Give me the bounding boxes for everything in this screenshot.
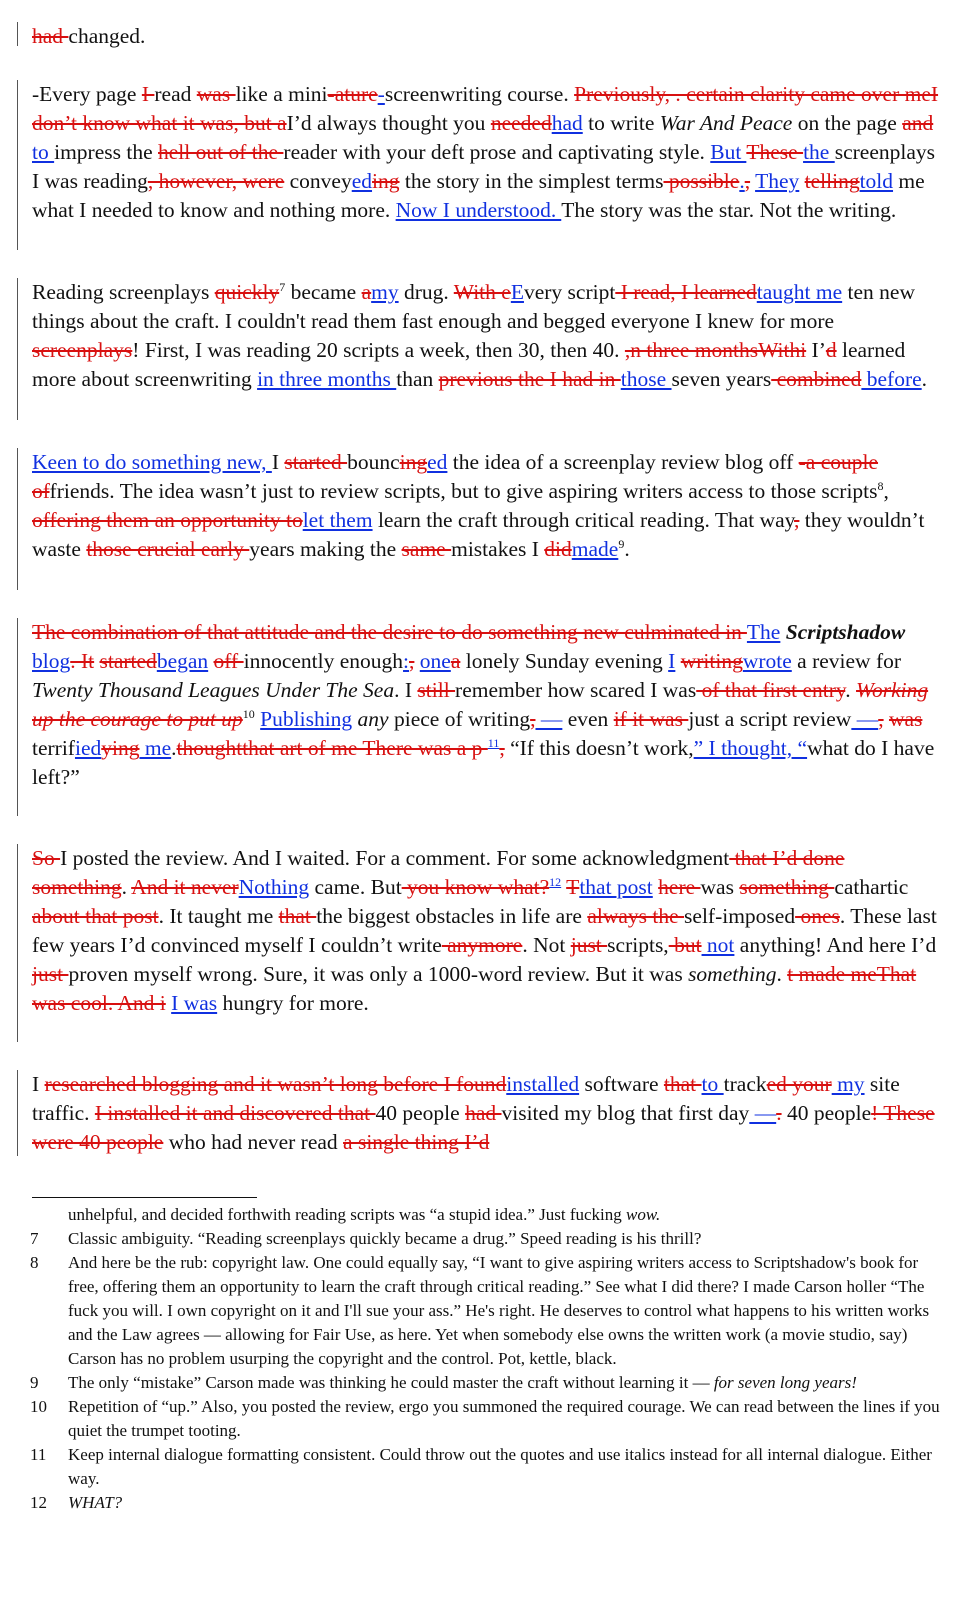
text-run: proven myself wrong. Sure, it was only a 1000-word review. But it was	[68, 962, 689, 986]
paragraph	[32, 22, 942, 51]
text-run: ten new things about the craft. I couldn't read them fast enough and begged everyone I knew for more	[32, 280, 915, 333]
text-run: ,	[883, 479, 889, 503]
text-run: “If this doesn’t work,	[504, 736, 694, 760]
insertion: those	[620, 367, 672, 391]
paragraph	[32, 80, 942, 225]
deletion: started	[284, 450, 348, 474]
change-bar	[17, 1070, 18, 1156]
footnote-text	[68, 1443, 945, 1491]
insertion: :	[403, 649, 410, 673]
text-run: I	[271, 450, 285, 474]
footnote-number: 11	[30, 1445, 47, 1464]
insertion: began	[156, 649, 209, 673]
deletion: So	[32, 846, 61, 870]
text-run: And here be the rub: copyright law. One could equally say, “I want to give aspiring writers access to Scriptshadow's book for free, offering them an opportunity to learn the craft through critical reading.” See what I did there? I made Carson holler “The fuck you will. I own copyright on it and I'll sue your ass.” He's right. He deserves to control what happens to his written works and the Law agrees — allowing for Fair Use, as here. Yet when somebody else owns the written work (a movie studio, say) Carson has no problem usurping the copyright and the control. Pot, kettle, black.	[68, 1253, 930, 1368]
text-run: who had never read	[163, 1130, 344, 1154]
text-run: the story in the simplest terms	[399, 169, 664, 193]
insertion: I was	[171, 991, 218, 1015]
paragraph	[32, 278, 942, 394]
text-run: scripts,	[607, 933, 669, 957]
deletion: thoughtthat art of me There was a p	[176, 736, 488, 760]
footnote-ref: 11	[487, 735, 500, 750]
text-run: reader with your deft prose and captivating style.	[283, 140, 711, 164]
deletion: ,	[794, 508, 800, 532]
deletion: hell out of the	[158, 140, 284, 164]
insertion: made	[571, 537, 619, 561]
insertion: blog	[32, 649, 71, 673]
text-run: terrif	[32, 736, 75, 760]
deletion: started	[99, 649, 157, 673]
insertion: I	[668, 649, 676, 673]
footnote	[30, 1251, 945, 1371]
deletion: researched blogging and it wasn’t long before I found	[44, 1072, 507, 1096]
deletion: that	[663, 1072, 702, 1096]
text-run: bounc	[347, 450, 400, 474]
text-run: .	[121, 875, 132, 899]
deletion: a single thing I’d	[343, 1130, 490, 1154]
text-run: unhelpful, and decided forthwith reading scripts was “a stupid idea.” Just fucking	[68, 1205, 627, 1224]
deletion: combined	[771, 367, 862, 391]
deletion: ,	[530, 707, 536, 731]
deletion: previous the I had in	[438, 367, 621, 391]
text-run: .	[171, 736, 177, 760]
change-bar	[17, 278, 18, 420]
text-run: became	[285, 280, 362, 304]
text-run: mistakes I	[451, 537, 545, 561]
text-run: . These last few years I’d convinced myself I couldn’t write	[32, 904, 937, 957]
footnote-number: 7	[30, 1229, 39, 1248]
footnote-text	[68, 1227, 945, 1251]
footnote-ref: 7	[279, 279, 286, 294]
insertion: ed	[351, 169, 373, 193]
deletion: I	[141, 82, 155, 106]
footnotes	[30, 1203, 945, 1515]
text-run: a review for	[791, 649, 902, 673]
deletion: writing	[680, 649, 743, 673]
text-run: drug.	[398, 280, 454, 304]
text-run: was	[700, 875, 740, 899]
insertion: —	[851, 707, 879, 731]
text-run: convey	[284, 169, 352, 193]
text-run: 40 people	[375, 1101, 466, 1125]
insertion: to	[701, 1072, 724, 1096]
insertion: —	[535, 707, 563, 731]
footnote-number: 12	[30, 1493, 47, 1512]
text-run: Reading screenplays	[32, 280, 215, 304]
bold-italic-text: Scriptshadow	[785, 620, 906, 644]
text-run: they wouldn’t waste	[32, 508, 925, 561]
text-run: .	[776, 962, 788, 986]
insertion: not	[701, 933, 735, 957]
deletion: ,n three monthsWithi	[624, 338, 807, 362]
text-run: . Not	[522, 933, 571, 957]
deletion: needed	[490, 111, 552, 135]
insertion: installed	[506, 1072, 580, 1096]
italic-text: any	[357, 707, 389, 731]
insertion: to	[32, 140, 55, 164]
footnote-number: 9	[30, 1373, 39, 1392]
insertion: They	[755, 169, 800, 193]
insertion: in three months	[257, 367, 397, 391]
text-run: remember how scared I was	[455, 678, 697, 702]
text-run: The only “mistake” Carson made was thinking he could master the craft without learning it —	[68, 1373, 714, 1392]
text-run: learned more about screenwriting	[32, 338, 906, 391]
footnote-text	[68, 1491, 945, 1515]
text-run: read	[154, 82, 197, 106]
text-run: visited my blog that first day	[501, 1101, 750, 1125]
footnote-text	[68, 1395, 945, 1443]
text-run: piece of writing	[388, 707, 531, 731]
insertion: my	[371, 280, 399, 304]
text-run: self-imposed	[684, 904, 796, 928]
text-run: to write	[582, 111, 660, 135]
change-bar	[17, 80, 18, 250]
text-run: anything! And here I’d	[734, 933, 937, 957]
text-run: I’d always thought you	[286, 111, 491, 135]
deletion: t made meThat was cool. And i	[32, 962, 917, 1015]
footnote-text	[68, 1251, 945, 1371]
text-run: 40 people	[781, 1101, 872, 1125]
text-run: seven years	[671, 367, 772, 391]
footnote-ref: 8	[877, 478, 884, 493]
text-run: me what I needed to know and nothing more.	[32, 169, 925, 222]
text-run: track	[723, 1072, 767, 1096]
deletion: just	[570, 933, 608, 957]
text-run: site traffic.	[32, 1072, 900, 1125]
italic-text: WHAT?	[68, 1493, 123, 1512]
deletion: a	[450, 649, 461, 673]
paragraph	[32, 1070, 942, 1157]
insertion: But	[710, 140, 747, 164]
footnote-text	[68, 1371, 945, 1395]
paragraph	[32, 844, 942, 1018]
text-run: . I	[394, 678, 418, 702]
footnote-ref: 12	[549, 874, 562, 889]
deletion: of that first entry	[696, 678, 846, 702]
deletion: and	[902, 111, 934, 135]
deletion: still	[417, 678, 456, 702]
deletion: was	[888, 707, 923, 731]
insertion: Now I understood.	[395, 198, 562, 222]
italic-deletion: Working up the courage to put up	[32, 678, 929, 731]
deletion: a	[361, 280, 372, 304]
deletion: T	[566, 875, 580, 899]
insertion: The	[746, 620, 781, 644]
deletion: Previously, . certain clarity came over meI don’t know what it was, but a	[32, 82, 939, 135]
deletion: had	[32, 24, 69, 48]
text-run: what do I have left?”	[32, 736, 935, 789]
deletion: always the	[587, 904, 685, 928]
deletion: did	[544, 537, 572, 561]
text-run: I’	[806, 338, 826, 362]
footnote	[30, 1491, 945, 1515]
deletion: ,	[499, 736, 505, 760]
change-bar	[17, 844, 18, 1042]
insertion: -	[377, 82, 385, 106]
italic-text: Twenty Thousand Leagues Under The Sea	[32, 678, 395, 702]
text-run: hungry for more.	[217, 991, 369, 1015]
text-run: even	[562, 707, 614, 731]
text-run: just a script review	[688, 707, 852, 731]
deletion: ,	[878, 707, 884, 731]
insertion: that post	[579, 875, 653, 899]
text-run: -Every page	[32, 82, 142, 106]
deletion: ing	[399, 450, 428, 474]
deletion: And it never	[131, 875, 239, 899]
insertion: ied	[74, 736, 102, 760]
footnote-ref: 10	[242, 706, 255, 721]
deletion: -ature	[327, 82, 378, 106]
footnote	[30, 1395, 945, 1443]
change-bar	[17, 618, 18, 816]
insertion: .	[739, 169, 745, 193]
deletion: telling	[804, 169, 860, 193]
footnote	[30, 1227, 945, 1251]
text-run: cathartic	[834, 875, 909, 899]
text-run: ! First, I was reading 20 scripts a week, then 30, then 40.	[132, 338, 625, 362]
text-run: Repetition of “up.” Also, you posted the review, ergo you summoned the required courage. We can read between the lines if you quiet the trumpet tooting.	[68, 1397, 940, 1440]
insertion: ed	[427, 450, 448, 474]
insertion: told	[859, 169, 894, 193]
italic-text: War And Peace	[659, 111, 793, 135]
insertion: Nothing	[238, 875, 310, 899]
text-run: learn the craft through critical reading. That way	[372, 508, 795, 532]
text-run: .	[624, 537, 630, 561]
insertion: before	[861, 367, 922, 391]
deletion: , however, were	[147, 169, 285, 193]
deletion: With e	[453, 280, 511, 304]
insertion: taught me	[756, 280, 843, 304]
deletion: -a couple of	[32, 450, 879, 503]
deletion: you know what?	[401, 875, 550, 899]
deletion: those crucial early	[86, 537, 250, 561]
insertion: my	[831, 1072, 865, 1096]
insertion: me	[139, 736, 172, 760]
text-run: screenwriting course.	[384, 82, 575, 106]
paragraph	[32, 618, 942, 792]
insertion: the	[803, 140, 835, 164]
text-run: innocently enough	[243, 649, 404, 673]
text-run: Classic ambiguity. “Reading screenplays quickly became a drug.” Speed reading is his thrill?	[68, 1229, 702, 1248]
italic-text: wow.	[626, 1205, 661, 1224]
deletion: just	[32, 962, 69, 986]
deletion: but	[668, 933, 702, 957]
footnote	[30, 1443, 945, 1491]
italic-text: for seven long years!	[713, 1373, 857, 1392]
deletion: about that post	[32, 904, 159, 928]
deletion: something	[739, 875, 835, 899]
deletion: here	[658, 875, 701, 899]
deletion: . It	[70, 649, 95, 673]
text-run: years making the	[249, 537, 402, 561]
insertion: one	[419, 649, 451, 673]
deletion: off	[213, 649, 244, 673]
deletion: ,	[744, 169, 751, 193]
deletion: was	[196, 82, 236, 106]
insertion: E	[510, 280, 524, 304]
footnote-ref: 9	[618, 536, 625, 551]
text-run: I posted the review. And I waited. For a comment. For some acknowledgment	[60, 846, 730, 870]
deletion: that	[278, 904, 317, 928]
insertion: had	[551, 111, 583, 135]
deletion: ying	[101, 736, 140, 760]
deletion: had	[465, 1101, 502, 1125]
change-bar	[17, 22, 18, 46]
deletion: ,	[409, 649, 415, 673]
text-run: software	[579, 1072, 664, 1096]
deletion: ones	[795, 904, 840, 928]
text-run: changed.	[68, 24, 146, 48]
deletion: that I’d done something	[32, 846, 845, 899]
deletion: ing	[372, 169, 400, 193]
text-run: like a mini	[235, 82, 328, 106]
text-run: .	[921, 367, 928, 391]
text-run: .	[845, 678, 857, 702]
deletion: if it was	[613, 707, 689, 731]
deletion: I read, I learned	[615, 280, 757, 304]
text-run: I	[32, 1072, 45, 1096]
paragraph	[32, 448, 942, 564]
text-run: Keep internal dialogue formatting consistent. Could throw out the quotes and use italics instead for all internal dialogue. Either way.	[68, 1445, 932, 1488]
footnote-number: 10	[30, 1397, 47, 1416]
deletion: same	[401, 537, 452, 561]
footnote-separator	[32, 1197, 257, 1198]
deletion: screenplays	[32, 338, 133, 362]
text-run: the biggest obstacles in life are	[316, 904, 588, 928]
text-run: friends. The idea wasn’t just to review scripts, but to give aspiring writers access to those scripts	[49, 479, 878, 503]
deletion: These	[746, 140, 804, 164]
footnote	[30, 1371, 945, 1395]
text-run: very script	[523, 280, 616, 304]
text-run: the idea of a screenplay review blog off	[447, 450, 799, 474]
footnote-number: 8	[30, 1253, 39, 1272]
text-run: lonely Sunday evening	[460, 649, 669, 673]
text-run: on the page	[792, 111, 903, 135]
text-run: came. But	[309, 875, 402, 899]
insertion: —	[749, 1101, 777, 1125]
deletion: offering them an opportunity to	[32, 508, 303, 532]
italic-text: something	[688, 962, 777, 986]
change-bar	[17, 448, 18, 590]
deletion: I installed it and discovered that	[94, 1101, 376, 1125]
deletion: ed your	[766, 1072, 832, 1096]
text-run: than	[396, 367, 439, 391]
deletion: ! These were 40 people	[32, 1101, 935, 1154]
deletion: The combination of that attitude and the desire to do something new culminated in	[32, 620, 747, 644]
footnote-text	[68, 1203, 945, 1227]
insertion: wrote	[742, 649, 792, 673]
footnote	[30, 1203, 945, 1227]
deletion: quickly	[214, 280, 280, 304]
text-run: impress the	[54, 140, 159, 164]
deletion: anymore	[441, 933, 523, 957]
deletion: d	[825, 338, 837, 362]
text-run: The story was the star. Not the writing.	[561, 198, 897, 222]
insertion: let them	[302, 508, 373, 532]
text-run: . It taught me	[158, 904, 279, 928]
insertion: ” I thought, “	[693, 736, 808, 760]
deletion: .	[776, 1101, 782, 1125]
insertion: Publishing	[260, 707, 353, 731]
text-run: screenplays I was reading	[32, 140, 936, 193]
deletion: possible	[663, 169, 740, 193]
insertion: Keen to do something new,	[32, 450, 272, 474]
